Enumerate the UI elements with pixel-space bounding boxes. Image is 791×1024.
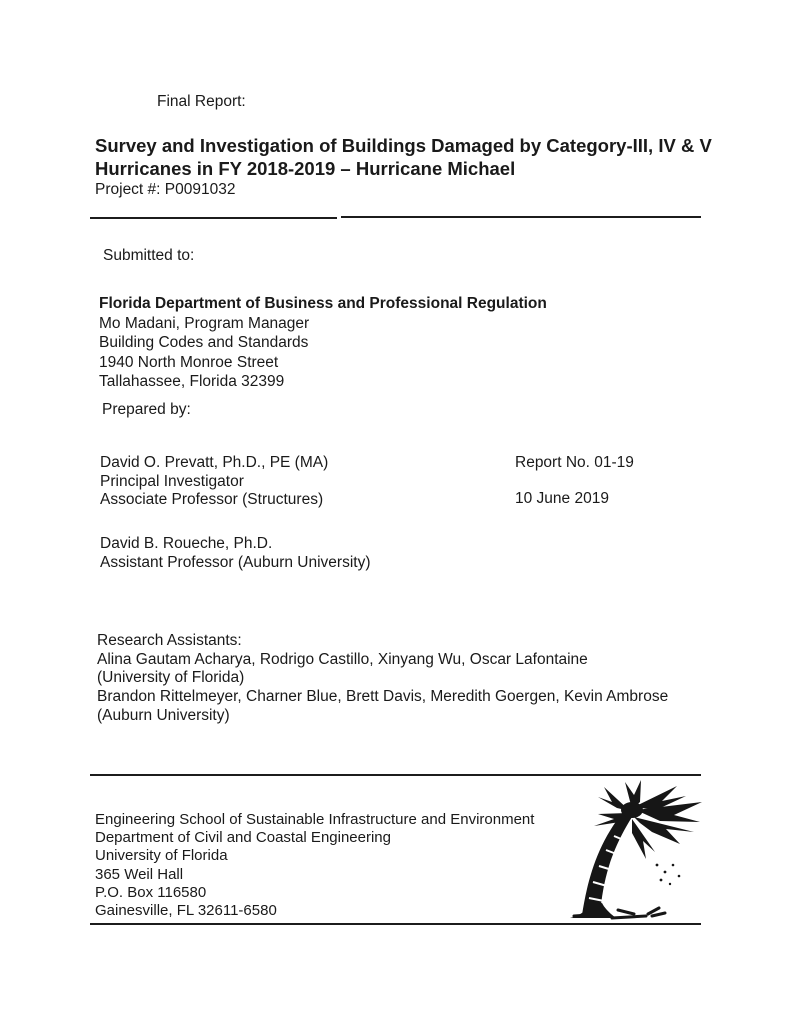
footer-divider-bottom [90,923,701,925]
top-divider-right [341,216,701,218]
report-number: Report No. 01-19 [515,454,634,471]
footer-address-line: Gainesville, FL 32611-6580 [95,902,277,920]
palm-tree-icon [560,777,712,922]
pi-title-1: Principal Investigator [100,472,244,490]
principal-investigator-block [100,454,328,510]
project-number: Project #: P0091032 [95,181,236,198]
report-kind-label: Final Report: [157,93,246,110]
footer-address-line: Department of Civil and Coastal Engineering [95,829,391,847]
research-assistants-auburn-names: Brandon Rittelmeyer, Charner Blue, Brett Davis, Meredith Goergen, Kevin Ambrose [97,688,669,706]
research-assistants-label: Research Assistants: [97,632,242,649]
pi-title-2: Associate Professor (Structures) [100,491,324,509]
recipient-organization: Florida Department of Business and Professional Regulation [99,295,547,312]
footer-address-line: 365 Weil Hall [95,865,184,883]
footer-address-line: University of Florida [95,847,228,865]
footer-divider-top [90,774,701,776]
co-pi-name: David B. Roueche, Ph.D. [100,535,273,552]
footer-address-block [95,811,534,920]
footer-address-line: Engineering School of Sustainable Infrastructure and Environment [95,811,535,828]
report-title [95,134,712,180]
recipient-contact-line: Tallahassee, Florida 32399 [99,373,285,390]
research-assistants-auburn-affiliation: (Auburn University) [97,706,230,724]
research-assistants-block [97,632,668,726]
research-assistants-uf-names: Alina Gautam Acharya, Rodrigo Castillo, Xinyang Wu, Oscar Lafontaine [97,650,588,668]
prepared-by-label: Prepared by: [102,401,191,418]
research-assistants-uf-affiliation: (University of Florida) [97,669,245,687]
top-divider-left [90,217,337,219]
submitted-to-label: Submitted to: [103,247,195,264]
co-investigator-block [100,534,370,572]
recipient-contact-line: Mo Madani, Program Manager [99,314,310,332]
palm-tree-illustration [560,777,712,922]
footer-address-line: P.O. Box 116580 [95,883,207,901]
co-pi-title-1: Assistant Professor (Auburn University) [100,554,371,571]
recipient-contact-line: 1940 North Monroe Street [99,353,279,371]
report-title-line-2: Hurricanes in FY 2018-2019 – Hurricane Michael [95,158,516,179]
report-title-line-1: Survey and Investigation of Buildings Damaged by Category-III, IV & V [95,135,712,156]
submitted-to-block [99,294,547,392]
pi-name: David O. Prevatt, Ph.D., PE (MA) [100,454,329,471]
recipient-contact-line: Building Codes and Standards [99,334,309,351]
report-date: 10 June 2019 [515,490,609,507]
